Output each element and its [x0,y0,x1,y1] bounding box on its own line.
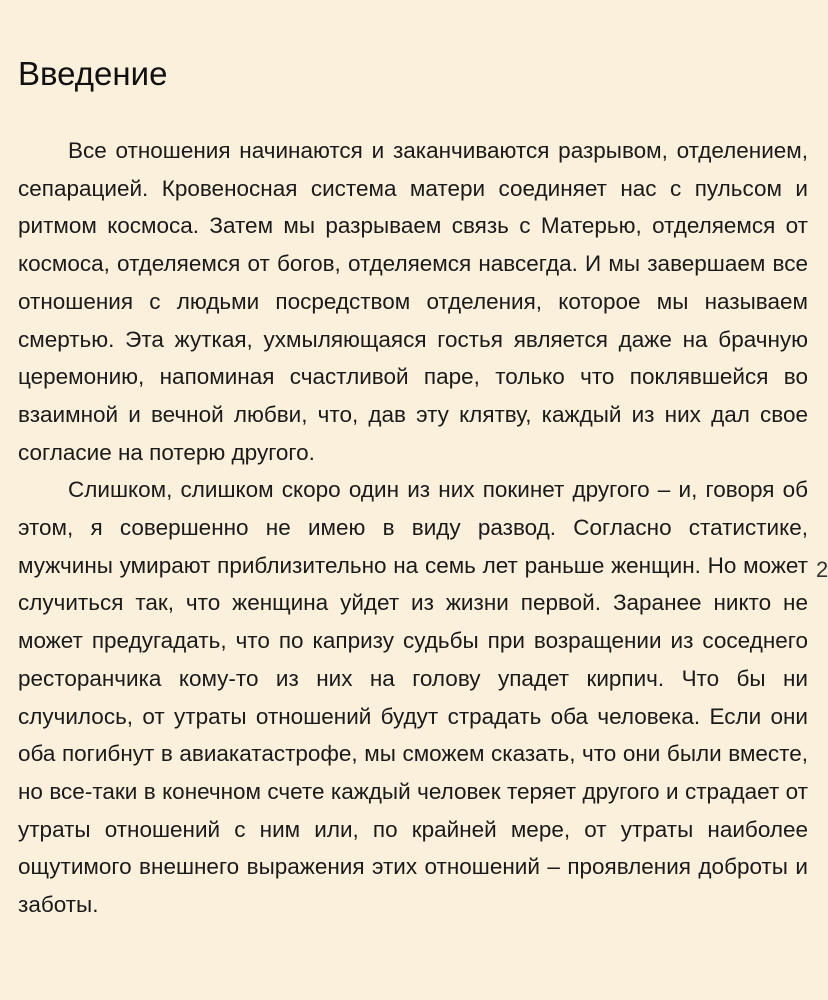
section-heading: Введение [18,55,168,92]
page-edge-mark [816,556,828,584]
paragraph-2: Слишком, слишком скоро один из них покинет другого – и, говоря об этом, я совершенно не имею в виду развод. Согласно статистике, мужчины умирают приблизительно на семь лет раньше женщин. Но может случиться так, что женщина уйдет из жизни первой. Заранее никто не может предугадать, что по капризу судьбы при возращении из соседнего ресторанчика кому-то из них на голову упадет кирпич. Что бы ни случилось, от утраты отношений будут страдать оба человека. Если они оба погибнут в авиакатастрофе, мы сможем сказать, что они были вместе, но все-таки в конечном счете каждый человек теряет другого и страдает от утраты отношений с ним или, по крайней мере, от утраты наиболее ощутимого внешнего выражения этих отношений – проявления доброты и заботы. [18,477,808,918]
document-page [18,52,808,924]
page-edge-mark-text: 2 [816,557,828,582]
paragraph-1: Все отношения начинаются и заканчиваются разрывом, отделением, сепарацией. Кровеносная система матери соединяет нас с пульсом и ритмом космоса. Затем мы разрываем связь с Матерью, отделяемся от космоса, отделяемся от богов, отделяемся навсегда. И мы завершаем все отношения с людьми посредством отделения, которое мы называем смертью. Эта жуткая, ухмыляющаяся гостья является даже на брачную церемонию, напоминая счастливой паре, только что поклявшейся во взаимной и вечной любви, что, дав эту клятву, каждый из них дал свое согласие на потерю другого. [18,138,808,465]
